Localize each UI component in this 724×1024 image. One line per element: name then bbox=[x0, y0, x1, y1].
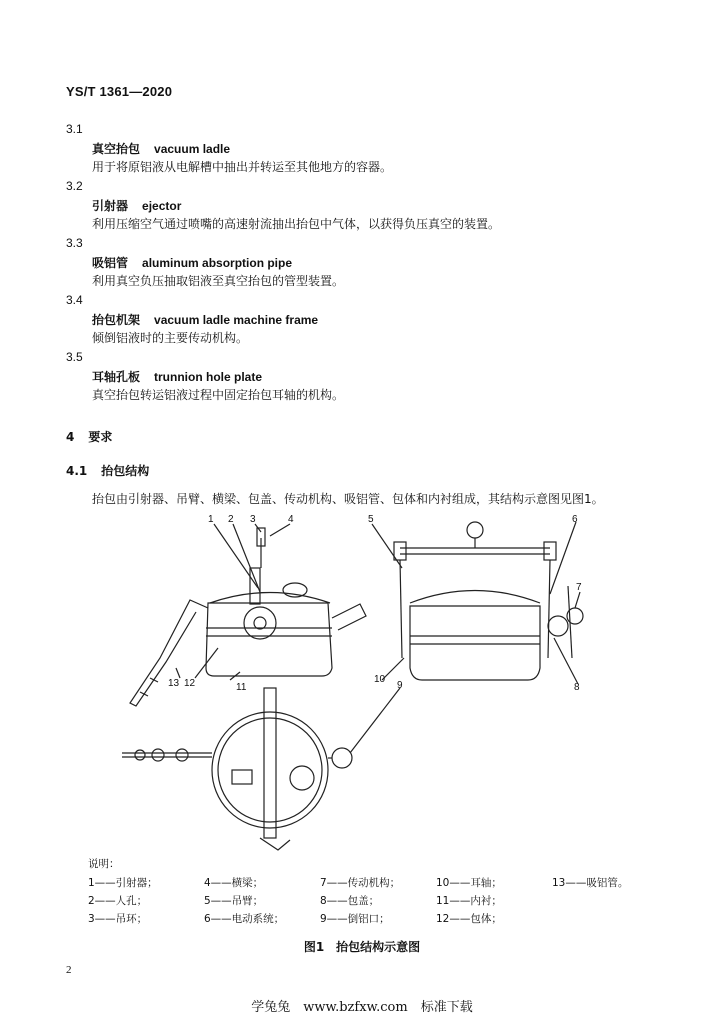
legend-row bbox=[88, 891, 668, 909]
callout-label: 1 bbox=[208, 514, 214, 525]
legend-row bbox=[88, 873, 668, 891]
term-number: 3.1 bbox=[66, 122, 83, 136]
term-number: 3.3 bbox=[66, 236, 83, 250]
legend-item: 9——倒铝口； bbox=[320, 912, 390, 925]
callout-label: 4 bbox=[288, 514, 294, 525]
legend-item: 4——横梁； bbox=[204, 876, 264, 889]
term-zh: 耳轴孔板 bbox=[92, 370, 141, 384]
term-zh: 吸铝管 bbox=[92, 256, 129, 270]
callout-label: 8 bbox=[574, 682, 580, 693]
term-number: 3.5 bbox=[66, 350, 83, 364]
callout-label: 11 bbox=[236, 682, 247, 693]
legend-item: 10——耳轴； bbox=[436, 876, 502, 889]
section-heading: 4 要求 bbox=[66, 430, 113, 444]
legend-item: 5——吊臂； bbox=[204, 894, 264, 907]
term-zh: 真空抬包 bbox=[92, 142, 141, 156]
callout-label: 7 bbox=[576, 582, 582, 593]
figure-caption: 图1 抬包结构示意图 bbox=[303, 940, 421, 954]
callout-label: 10 bbox=[374, 674, 386, 685]
term-number: 3.4 bbox=[66, 293, 83, 307]
term-heading bbox=[92, 254, 292, 271]
callout-label: 3 bbox=[250, 514, 256, 525]
legend-row bbox=[88, 909, 668, 927]
callout-label: 9 bbox=[397, 680, 403, 691]
callout-label: 5 bbox=[368, 514, 374, 525]
term-heading bbox=[92, 311, 318, 328]
term-en: ejector bbox=[142, 199, 182, 213]
term-definition: 倾倒铝液时的主要传动机构。 bbox=[92, 331, 249, 345]
term-en: vacuum ladle machine frame bbox=[154, 313, 319, 327]
term-definition: 利用真空负压抽取铝液至真空抬包的管型装置。 bbox=[92, 274, 345, 288]
term-en: vacuum ladle bbox=[154, 142, 231, 156]
term-heading bbox=[92, 197, 181, 214]
page-number: 2 bbox=[66, 964, 72, 976]
legend-title: 说明： bbox=[88, 858, 120, 870]
term-definition: 真空抬包转运铝液过程中固定抬包耳轴的机构。 bbox=[92, 388, 345, 402]
figure-legend bbox=[88, 856, 668, 927]
callout-label: 13 bbox=[168, 678, 180, 689]
term-en: aluminum absorption pipe bbox=[142, 256, 293, 270]
term-definition: 用于将原铝液从电解槽中抽出并转运至其他地方的容器。 bbox=[92, 160, 393, 174]
legend-item: 11——内衬； bbox=[436, 894, 502, 907]
callout-label: 6 bbox=[572, 514, 578, 525]
term-zh: 引射器 bbox=[92, 199, 129, 213]
legend-item: 13——吸铝管。 bbox=[552, 876, 629, 889]
legend-item: 2——人孔； bbox=[88, 894, 148, 907]
term-en: trunnion hole plate bbox=[154, 370, 263, 384]
watermark-footer: 学兔兔 www.bzfxw.com 标准下载 bbox=[251, 1000, 473, 1015]
legend-item: 12——包体； bbox=[436, 912, 502, 925]
callout-label: 12 bbox=[184, 678, 196, 689]
legend-item: 7——传动机构； bbox=[320, 876, 401, 889]
standard-code-header: YS/T 1361—2020 bbox=[66, 84, 173, 99]
ladle-structure-drawing bbox=[110, 508, 590, 853]
legend-item: 1——引射器； bbox=[88, 876, 158, 889]
legend-item: 6——电动系统； bbox=[204, 912, 285, 925]
body-paragraph: 抬包由引射器、吊臂、横梁、包盖、传动机构、吸铝管、包体和内衬组成，其结构示意图见图1。 bbox=[92, 492, 604, 506]
callout-label: 2 bbox=[228, 514, 234, 525]
term-zh: 抬包机架 bbox=[92, 313, 141, 327]
term-definition: 利用压缩空气通过喷嘴的高速射流抽出抬包中气体，以获得负压真空的装置。 bbox=[92, 217, 501, 231]
legend-item: 3——吊环； bbox=[88, 912, 148, 925]
term-number: 3.2 bbox=[66, 179, 83, 193]
term-heading bbox=[92, 368, 262, 385]
subsection-heading: 4.1 抬包结构 bbox=[66, 464, 150, 478]
legend-item: 8——包盖； bbox=[320, 894, 380, 907]
term-heading bbox=[92, 140, 230, 157]
